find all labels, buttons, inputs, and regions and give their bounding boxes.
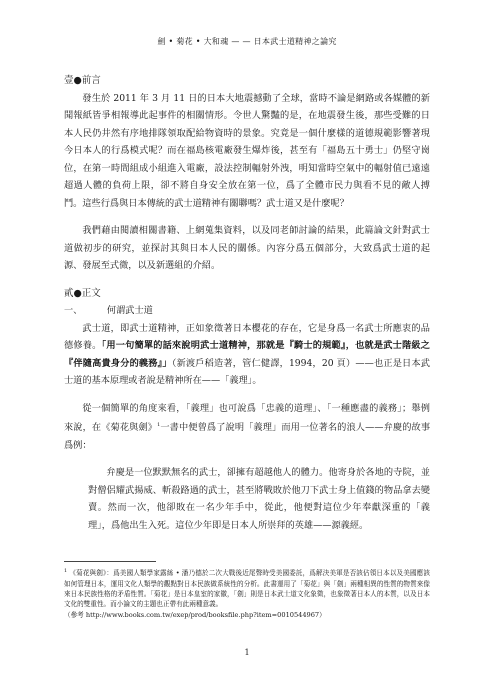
body-paragraph-1 [64, 320, 430, 390]
subsection-title: 何謂武士道 [106, 305, 153, 316]
body-heading: 貳●正文 [64, 287, 101, 299]
subsection-number: 一、 [64, 305, 83, 316]
running-header: 劍 • 菊花 • 大和魂 — — 日本武士道精神之論究 [157, 37, 337, 46]
body-p1-text-a: 武士道，即武士道精神，正如象徵著日本櫻花的存在，它是身爲一名武士所應衷的品德修養。 [64, 322, 430, 351]
footnote-text-line [64, 566, 430, 610]
body-p2-text-a: 從一個簡單的角度來看，「義理」也可說爲「忠義的道理」、「一種應盡的義務」；舉例來說，在《菊花與劍》 [64, 402, 430, 434]
block-quote: 弁慶是一位默默無名的武士，卻擁有超越他人的體力。他寄身於各地的寺院，並對僧侶耀武揚威、斬殺路過的武士，甚至將戰敗於他刀下武士身上值錢的物品拿去變賣。然而一次，他卻敗在一名少年手中，從此，他便對這位少年奉獻深重的「義理」，爲他出生入死。這位少年即是日本人所崇拜的英雄——源義經。 [88, 467, 430, 531]
footnote-reference[interactable]: （參考 http://www.books.com.tw/exep/prod/booksfile.php?item=0010544967） [64, 610, 326, 619]
footnote-marker[interactable]: 1 [157, 422, 161, 428]
intro-paragraph-1: 發生於 2011 年 3 月 11 日的日本大地震撼動了全球，當時不論是網路或各媒體的新聞報紙皆爭相報導此起事件的相關情形。令世人驚豔的是，在地震發生後，那些受難的日本人民仍井然有序地排隊領取配給物資時的景象。究竟是一個什麼樣的道德規範影響著現今日本人的行爲模式呢？而在福島核電廠發生爆炸後，甚至有「福島五十勇士」仍堅守崗位，在第一時間組成小組進入電廠，設法控制輻射外洩，明知當時空氣中的輻射值已遠遠超過人體的負荷上限，卻不將自身安全放在第一位，爲了全體市民力與看不見的敵人搏鬥。這些行爲與日本傳統的武士道精神有關聯嗎？武士道又是什麼呢？ [64, 92, 430, 209]
footnote-number: 1 [64, 568, 68, 574]
body-p1-bold-quote: 「用一句簡單的話來說明武士道精神，那就是『騎士的規範』，也就是武士階級之『伴隨高貴身分的義務』」 [64, 340, 430, 369]
body-paragraph-2 [64, 400, 430, 455]
page-number: 1 [244, 648, 250, 657]
footnote-text: 《菊花與劍》：爲美國人類學家露絲 • 潘乃德於二次大戰後近尾聲時受美國委託，爲解決美軍是否該佔領日本以及美國應該如何管理日本，運用文化人類學的觀點對日本民族做系統性的分析。此書運用了「菊花」與「劍」兩種相異的性質的物質來像來日本民族性格的矛盾性質。「菊花」是日本皇室的家徽，「劍」則是日本武士道文化象徵，也象徵著日本人的本質，以及日本文化的雙重性。而小論文的主題也正帶有此兩種意義。 [64, 569, 430, 609]
intro-heading: 壹●前言 [64, 75, 101, 86]
footnote [64, 566, 430, 620]
main-content [64, 72, 430, 534]
footnote-divider [64, 561, 156, 562]
body-p1-text-b: （新渡戶稻造著，管仁健譯，1994，20 頁）——也正是日本武士道的基本原理或者說是精神所在——「義理」。 [64, 357, 430, 386]
subsection-heading [64, 302, 430, 320]
body-p2-text-b: 一書中便曾爲了說明「義理」而用一位著名的浪人——弁慶的故事爲例： [64, 422, 431, 451]
intro-paragraph-2: 我們藉由閱讀相關書籍、上網蒐集資料，以及同老師討論的結果，此篇論文針對武士道做初步的研究，並探討其與日本人民的關係。內容分爲五個部分，大致爲武士道的起源、發展至式微，以及新選組的介紹。 [64, 225, 430, 271]
